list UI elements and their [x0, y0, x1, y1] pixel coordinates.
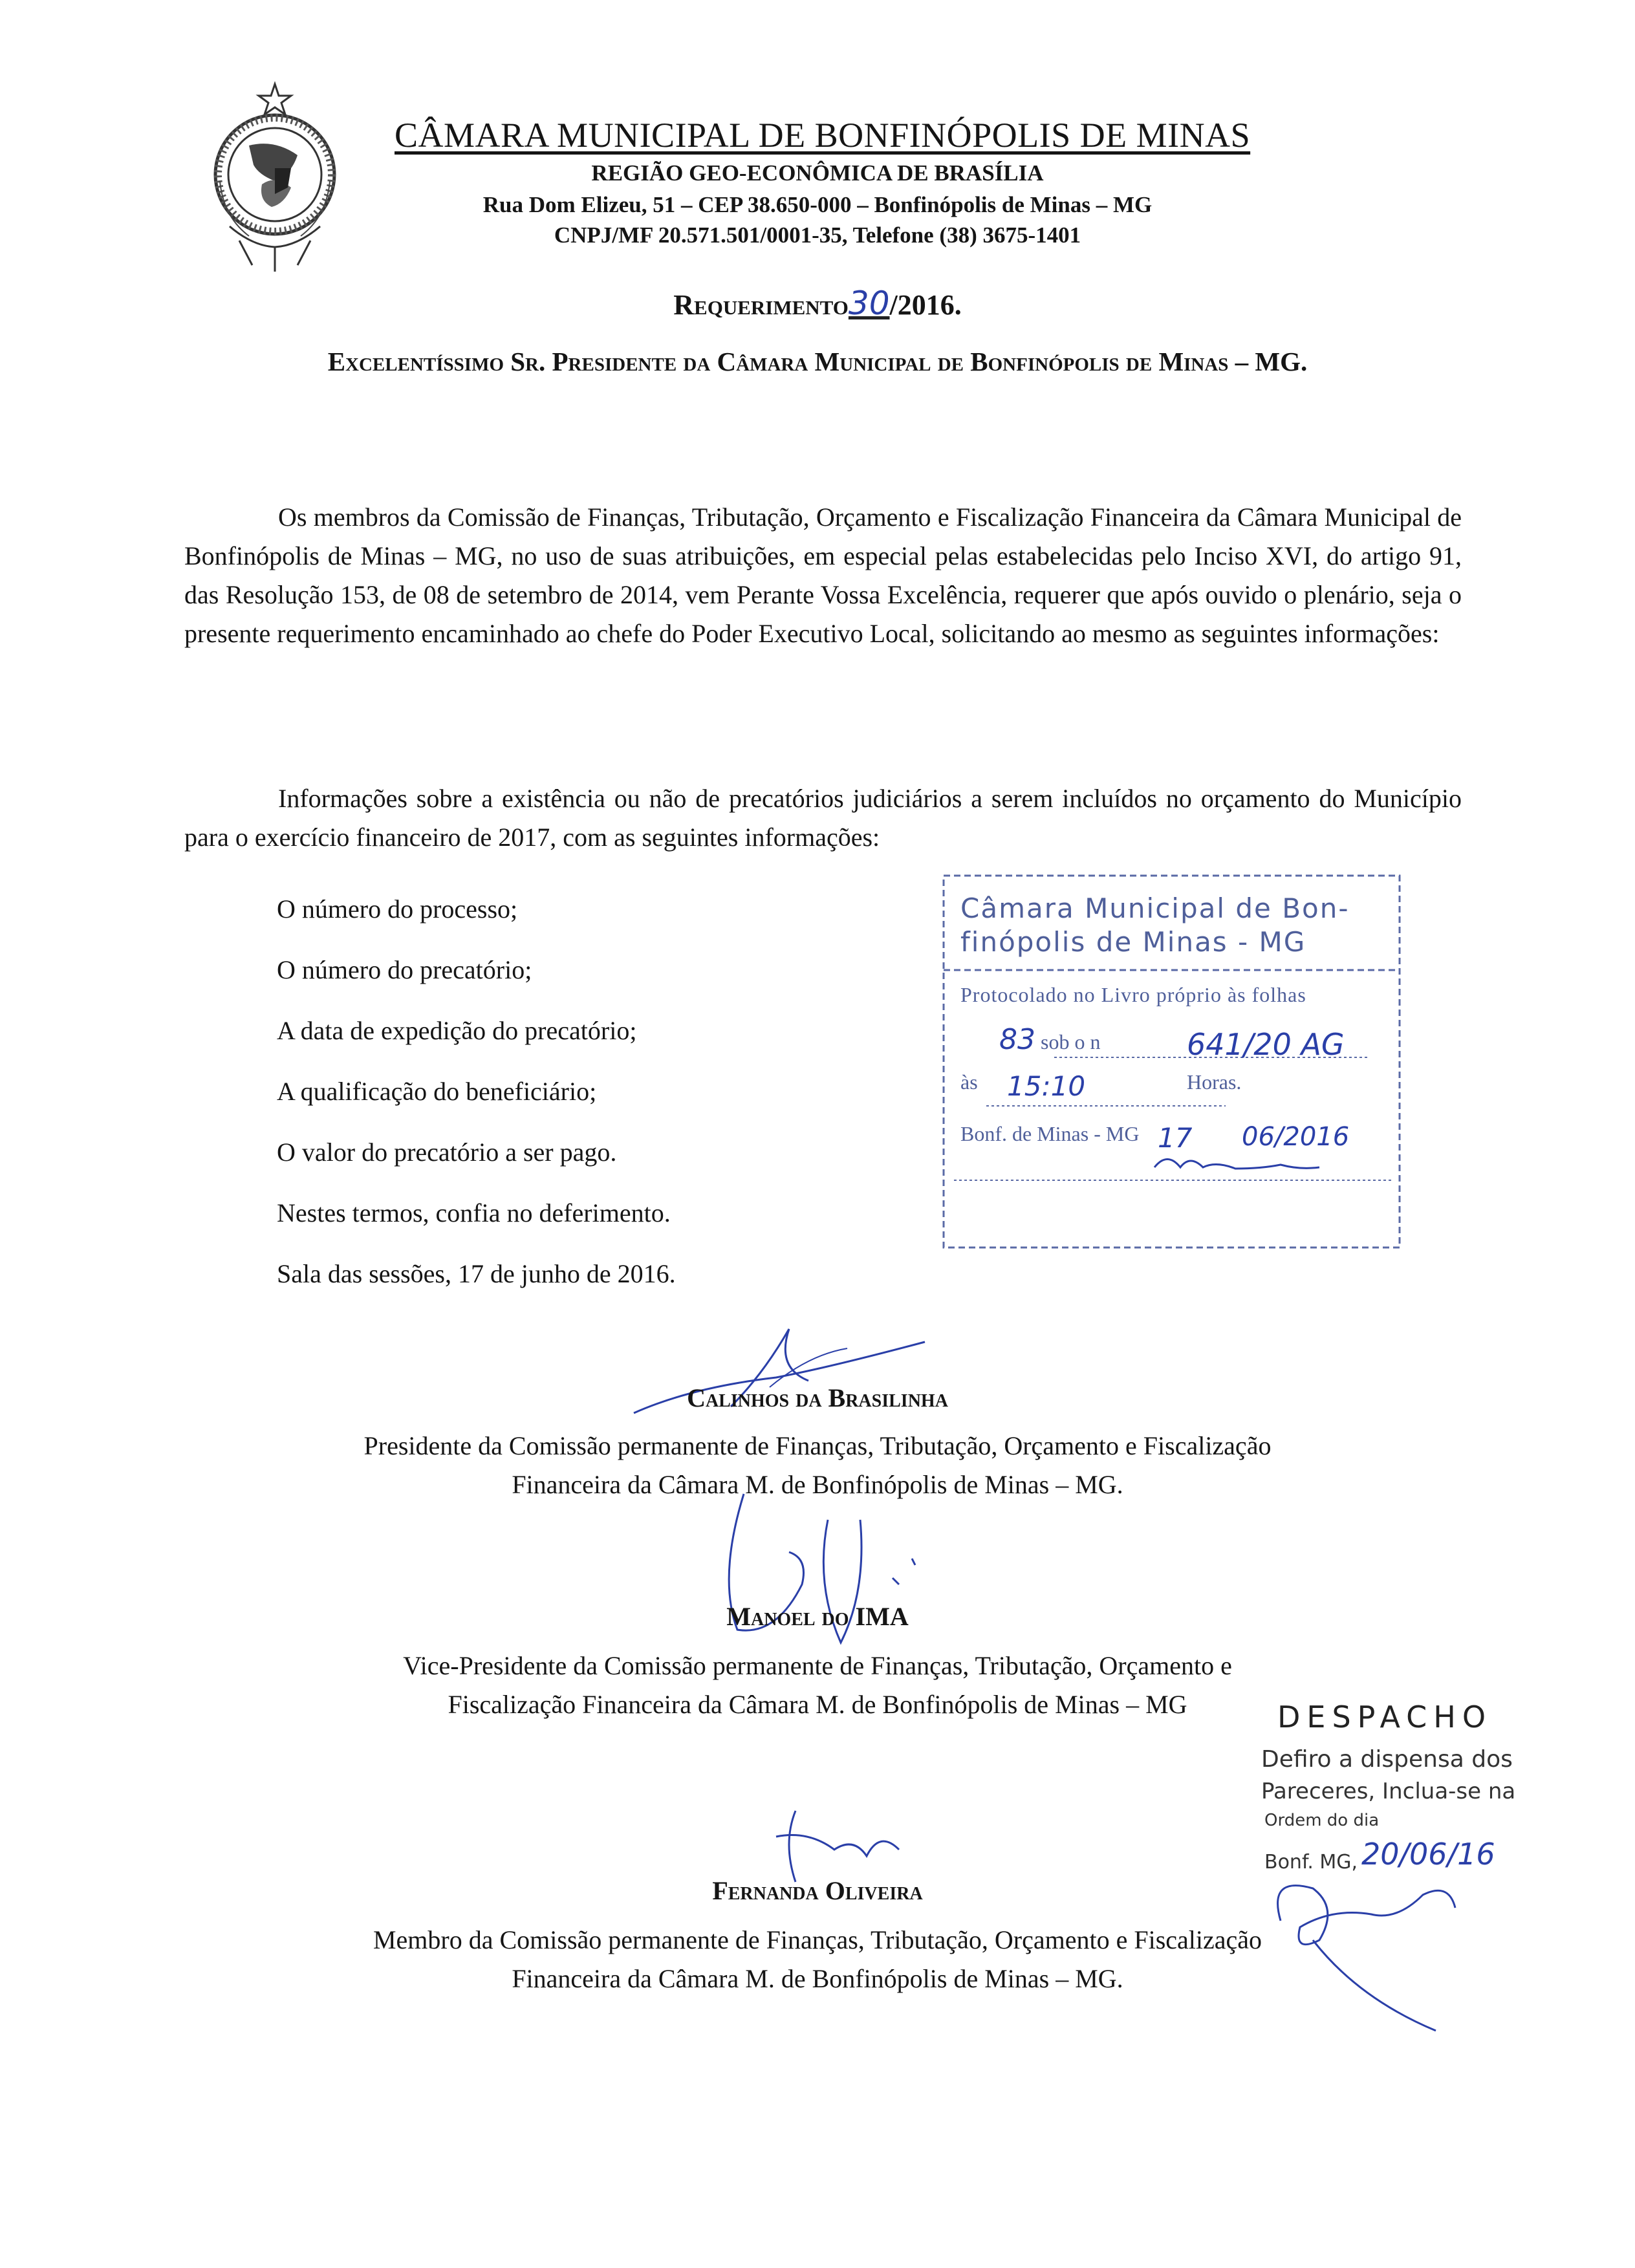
signatory-1-role-line-2: Financeira da Câmara M. de Bonfinópolis de Minas – MG. — [512, 1470, 1123, 1499]
institution-region: REGIÃO GEO-ECONÔMICA DE BRASÍLIA — [591, 160, 1044, 186]
addressee-line: Excelentíssimo Sr. Presidente da Câmara Municipal de Bonfinópolis de Minas – MG. — [327, 347, 1308, 376]
requerimento-number-handwritten: 30 — [848, 285, 890, 322]
despacho-line-4: Bonf. MG, — [1264, 1851, 1358, 1874]
signatory-1-role-line-1: Presidente da Comissão permanente de Finanças, Tributação, Orçamento e Fiscalização — [363, 1431, 1272, 1460]
requerimento-prefix: Requerimento — [673, 289, 849, 321]
document-title — [0, 285, 1635, 322]
signatory-3-role-line-2: Financeira da Câmara M. de Bonfinópolis de Minas – MG. — [512, 1964, 1123, 1993]
stamp-line-2: finópolis de Minas - MG — [960, 926, 1306, 958]
despacho-title: DESPACHO — [1277, 1700, 1493, 1734]
despacho-line-1: Defiro a dispensa dos — [1261, 1746, 1513, 1773]
handwritten-signature-2 — [698, 1481, 970, 1675]
list-item: O valor do precatório a ser pago. — [277, 1138, 617, 1167]
list-item: A data de expedição do precatório; — [277, 1016, 637, 1045]
body-paragraph-2: Informações sobre a existência ou não de precatórios judiciários a serem incluídos no orçamento do Município para o exercício financeiro de 2017, com as seguintes informações: — [184, 784, 1462, 852]
stamp-line-6-prefix: Bonf. de Minas - MG — [960, 1122, 1140, 1145]
closing-line: Nestes termos, confia no deferimento. — [277, 1198, 671, 1227]
stamp-line-5-prefix: às — [960, 1070, 978, 1094]
signatory-3-name: Fernanda Oliveira — [712, 1876, 923, 1905]
institution-address: Rua Dom Elizeu, 51 – CEP 38.650-000 – Bonfinópolis de Minas – MG — [482, 192, 1153, 217]
stamp-line-4 — [999, 1023, 1100, 1056]
signatory-1-name: Calinhos da Brasilinha — [687, 1383, 948, 1412]
stamp-line-4-text: sob o n — [1041, 1030, 1101, 1053]
signatory-2-name: Manoel do IMA — [726, 1602, 909, 1631]
signatory-2-role-line-1: Vice-Presidente da Comissão permanente de Finanças, Tributação, Orçamento e — [403, 1651, 1232, 1680]
institution-title: CÂMARA MUNICIPAL DE BONFINÓPOLIS DE MINAS — [395, 116, 1251, 155]
signatory-3-role-line-1: Membro da Comissão permanente de Finanças, Tributação, Orçamento e Fiscalização — [373, 1925, 1262, 1954]
stamp-day: 17 — [1158, 1122, 1193, 1154]
signatory-2-role-line-2: Fiscalização Financeira da Câmara M. de Bonfinópolis de Minas – MG — [448, 1690, 1187, 1719]
despacho-line-3: Ordem do dia — [1264, 1811, 1380, 1830]
list-item: O número do precatório; — [277, 955, 532, 984]
stamp-line-3: Protocolado no Livro próprio às folhas — [960, 983, 1306, 1006]
institution-cnpj-phone: CNPJ/MF 20.571.501/0001-35, Telefone (38) 3675-1401 — [554, 222, 1081, 248]
stamp-line-1: Câmara Municipal de Bon- — [960, 892, 1350, 924]
stamp-month-year: 06/2016 — [1242, 1122, 1350, 1152]
stamp-page-number: 83 — [999, 1023, 1035, 1056]
requerimento-year: /2016. — [889, 289, 962, 321]
place-date-line: Sala das sessões, 17 de junho de 2016. — [277, 1259, 676, 1288]
stamp-protocol-number: 641/20 AG — [1187, 1027, 1345, 1062]
despacho-handwritten-date: 20/06/16 — [1361, 1837, 1495, 1872]
stamp-line-5-suffix: Horas. — [1187, 1070, 1242, 1094]
stamp-initials-signature — [1154, 1160, 1319, 1169]
list-item: O número do processo; — [277, 894, 518, 923]
despacho-line-2: Pareceres, Inclua-se na — [1261, 1778, 1516, 1804]
protocol-stamp — [941, 873, 1403, 1251]
stamp-time: 15:10 — [1007, 1070, 1086, 1102]
list-item: A qualificação do beneficiário; — [277, 1077, 597, 1106]
signatory-3-role — [0, 1921, 1635, 1998]
body-paragraph-1: Os membros da Comissão de Finanças, Tributação, Orçamento e Fiscalização Financeira da Câmara Municipal de Bonfinópolis de Minas – MG, no uso de suas atribuições, em especial pelas estabelecidas pelo Inciso XVI, do artigo 91, das Resolução 153, de 08 de setembro de 2014, vem Perante Vossa Excelência, requerer que após ouvido o plenário, seja o presente requerimento encaminhado ao chefe do Poder Executivo Local, solicitando ao mesmo as seguintes informações: — [184, 502, 1462, 648]
